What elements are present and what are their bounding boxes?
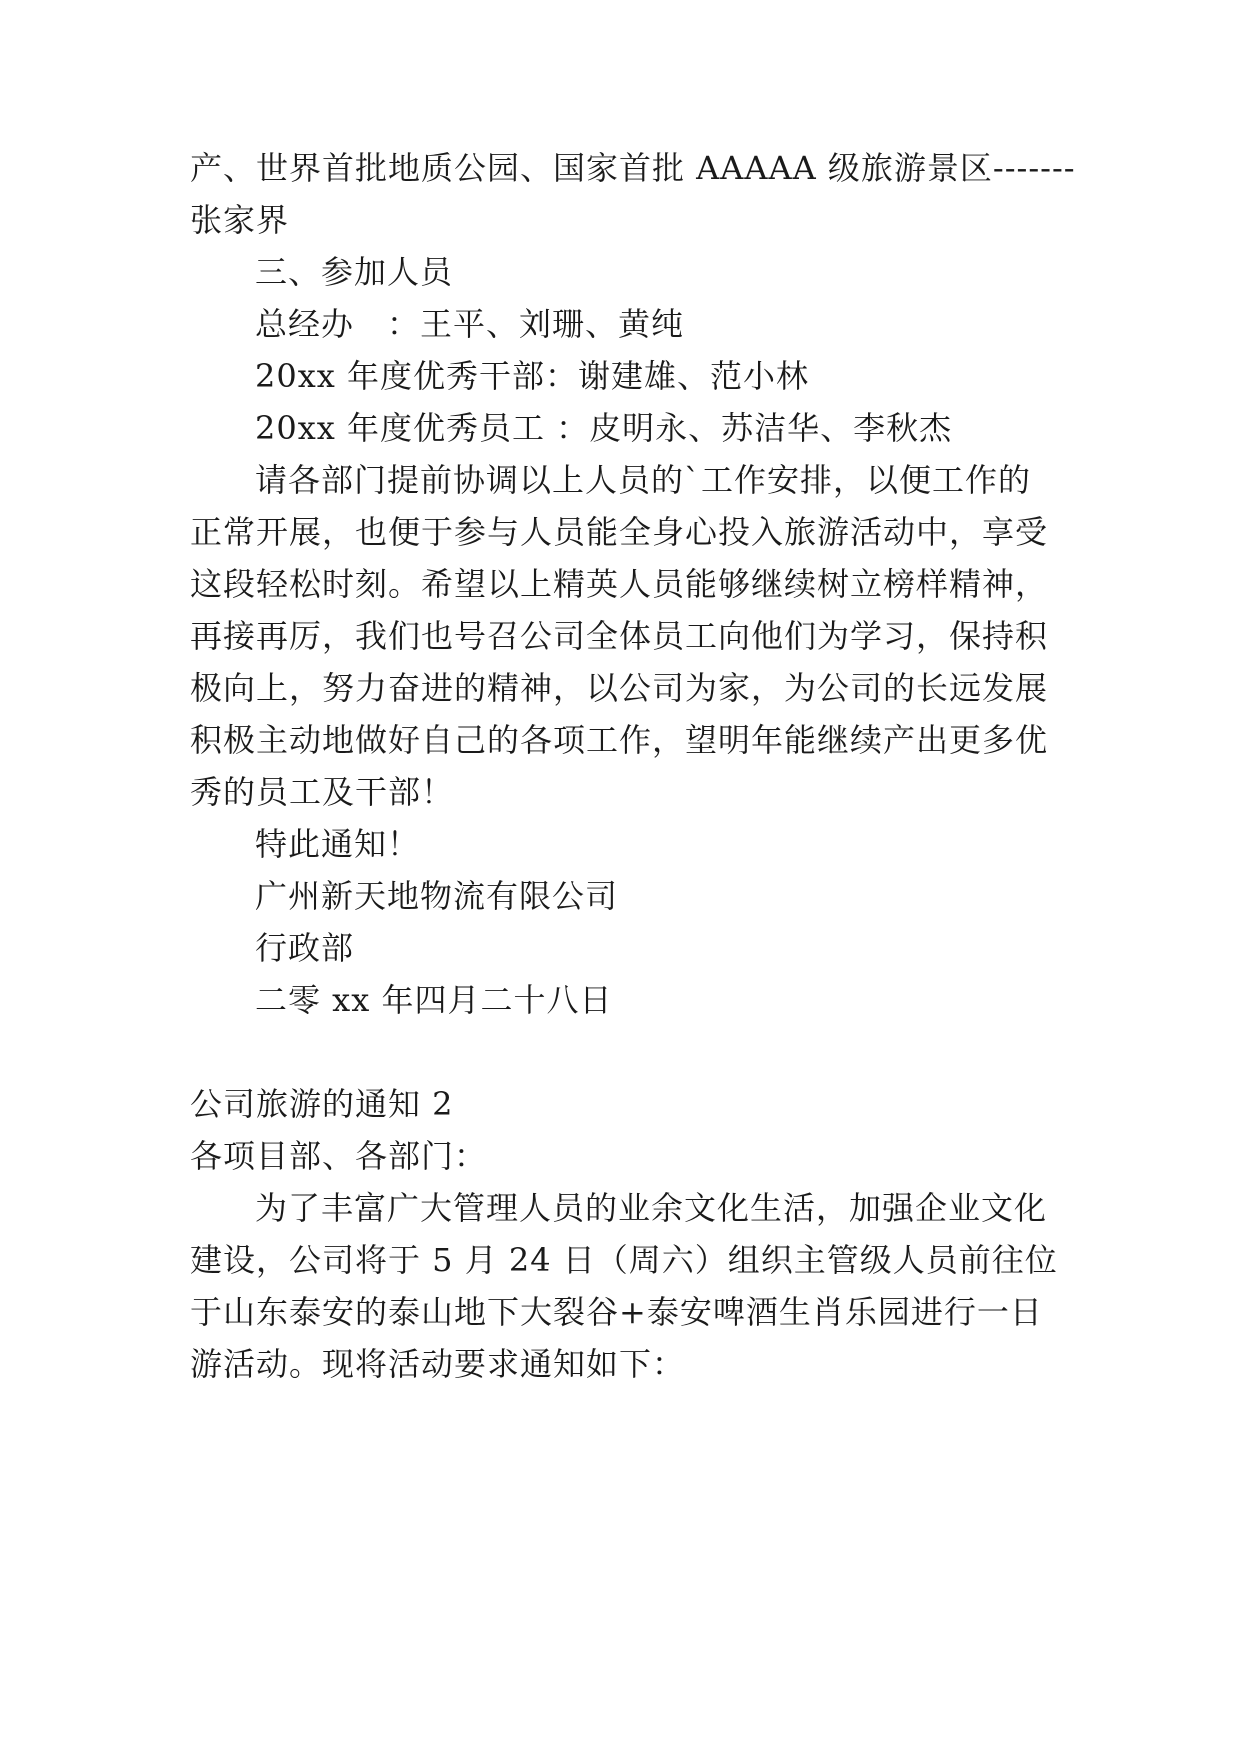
continuation-line-1: 产、世界首批地质公园、国家首批 AAAAA 级旅游景区------- [190,149,1076,187]
notice-title: 公司旅游的通知 2 [190,1085,454,1123]
paragraph-line: 于山东泰安的泰山地下大裂谷+泰安啤酒生肖乐园进行一日 [190,1293,1043,1331]
closing-text: 特此通知！ [255,825,421,863]
member-line: 20xx 年度优秀干部：谢建雄、范小林 [255,357,809,395]
notice-salutation: 各项目部、各部门： [190,1137,488,1175]
company-name: 广州新天地物流有限公司 [255,877,619,915]
paragraph-line: 极向上，努力奋进的精神，以公司为家，为公司的长远发展 [190,669,1049,707]
paragraph-line: 秀的员工及干部！ [190,773,455,811]
continuation-line-2: 张家界 [190,201,290,239]
paragraph-line: 请各部门提前协调以上人员的`工作安排，以便工作的 [255,461,1032,499]
paragraph-line: 建设，公司将于 5 月 24 日（周六）组织主管级人员前往位 [190,1241,1058,1279]
paragraph-line: 积极主动地做好自己的各项工作，望明年能继续产出更多优 [190,721,1049,759]
paragraph-line: 这段轻松时刻。希望以上精英人员能够继续树立榜样精神， [190,565,1049,603]
member-line: 总经办 ：王平、刘珊、黄纯 [255,305,685,343]
paragraph-line: 再接再厉，我们也号召公司全体员工向他们为学习，保持积 [190,617,1049,655]
department-name: 行政部 [255,929,355,967]
paragraph-line: 为了丰富广大管理人员的业余文化生活，加强企业文化 [255,1189,1048,1227]
paragraph-line: 正常开展，也便于参与人员能全身心投入旅游活动中，享受 [190,513,1049,551]
section-heading: 三、参加人员 [255,253,454,291]
document-date: 二零 xx 年四月二十八日 [255,981,613,1019]
paragraph-line: 游活动。现将活动要求通知如下： [190,1345,686,1383]
member-line: 20xx 年度优秀员工 ：皮明永、苏洁华、李秋杰 [255,409,953,447]
